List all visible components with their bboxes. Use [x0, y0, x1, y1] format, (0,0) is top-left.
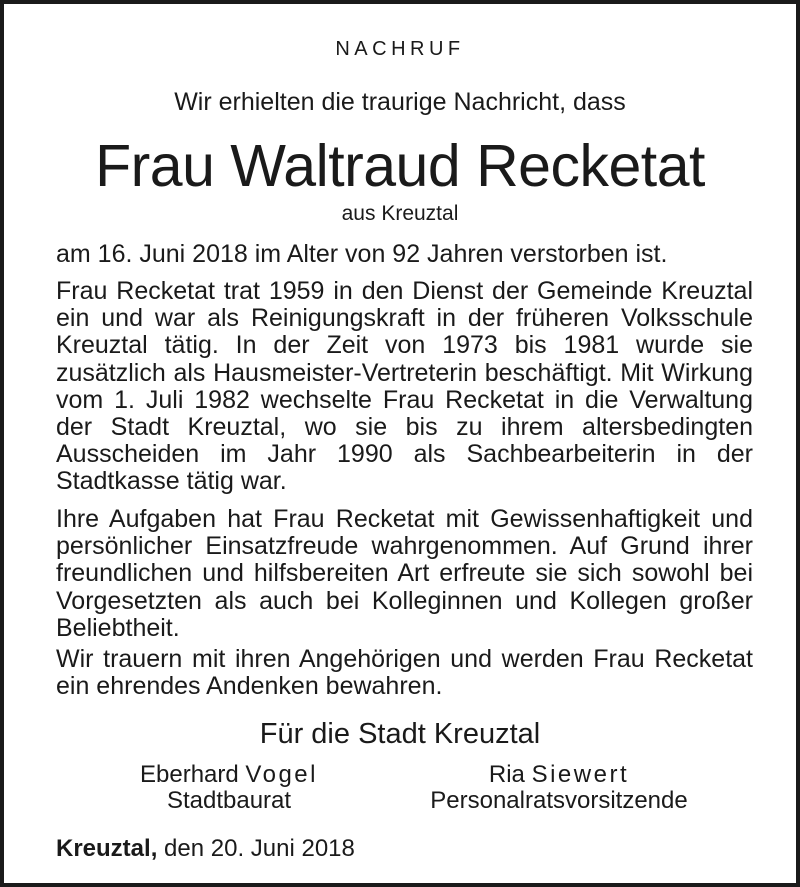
paragraph-career — [56, 278, 753, 496]
paragraph-mourning — [56, 646, 753, 700]
intro-line: Wir erhielten die traurige Nachricht, dass — [174, 88, 626, 116]
obituary-heading: NACHRUF — [335, 38, 465, 60]
signatory-last-name: Siewert — [531, 761, 630, 788]
deceased-name: Frau Waltraud Recketat — [95, 133, 705, 199]
paragraph-text: Wir trauern mit ihren Angehörigen und werden Frau Recketat ein ehrendes Andenken bewahren. — [56, 645, 753, 701]
signatory-name-2 — [404, 761, 714, 789]
signatory-first-name: Ria — [488, 761, 525, 788]
paragraph-tribute — [56, 506, 753, 642]
signatory-role-2: Personalratsvorsitzende — [430, 787, 688, 814]
organization-line: Für die Stadt Kreuztal — [259, 718, 541, 750]
place: Kreuztal, — [56, 835, 158, 862]
place-date-line — [56, 835, 355, 863]
death-date-line: am 16. Juni 2018 im Alter von 92 Jahren verstorben ist. — [56, 240, 668, 268]
signatory-role-1: Stadtbaurat — [166, 787, 292, 814]
signatory-name-1 — [124, 761, 334, 789]
deceased-origin: aus Kreuztal — [341, 202, 459, 225]
paragraph-text: Frau Recketat trat 1959 in den Dienst der Gemeinde Kreuztal ein und war als Reinigungskraft in der früheren Volksschule Kreuztal tätig. In der Zeit von 1973 bis 1981 wurde sie zusätzlich als Hausmeister-Vertreterin beschäftigt. Mit Wirkung vom 1. Juli 1982 wechselte Frau Recketat in die Verwaltung der Stadt Kreuztal, wo sie bis zu ihrem altersbedingten Ausscheiden im Jahr 1990 als Sachbearbeiterin in der Stadtkasse tätig war. — [56, 277, 753, 496]
date: den 20. Juni 2018 — [164, 835, 355, 862]
signatory-last-name: Vogel — [245, 761, 318, 788]
paragraph-text: Ihre Aufgaben hat Frau Recketat mit Gewissenhaftigkeit und persönlicher Einsatzfreude wahrgenommen. Auf Grund ihrer freundlichen und hilfsbereiten Art erfreute sie sich sowohl bei Vorgesetzten als auch bei Kolleginnen und Kollegen großer Beliebtheit. — [56, 505, 753, 642]
signatory-first-name: Eberhard — [140, 761, 239, 788]
